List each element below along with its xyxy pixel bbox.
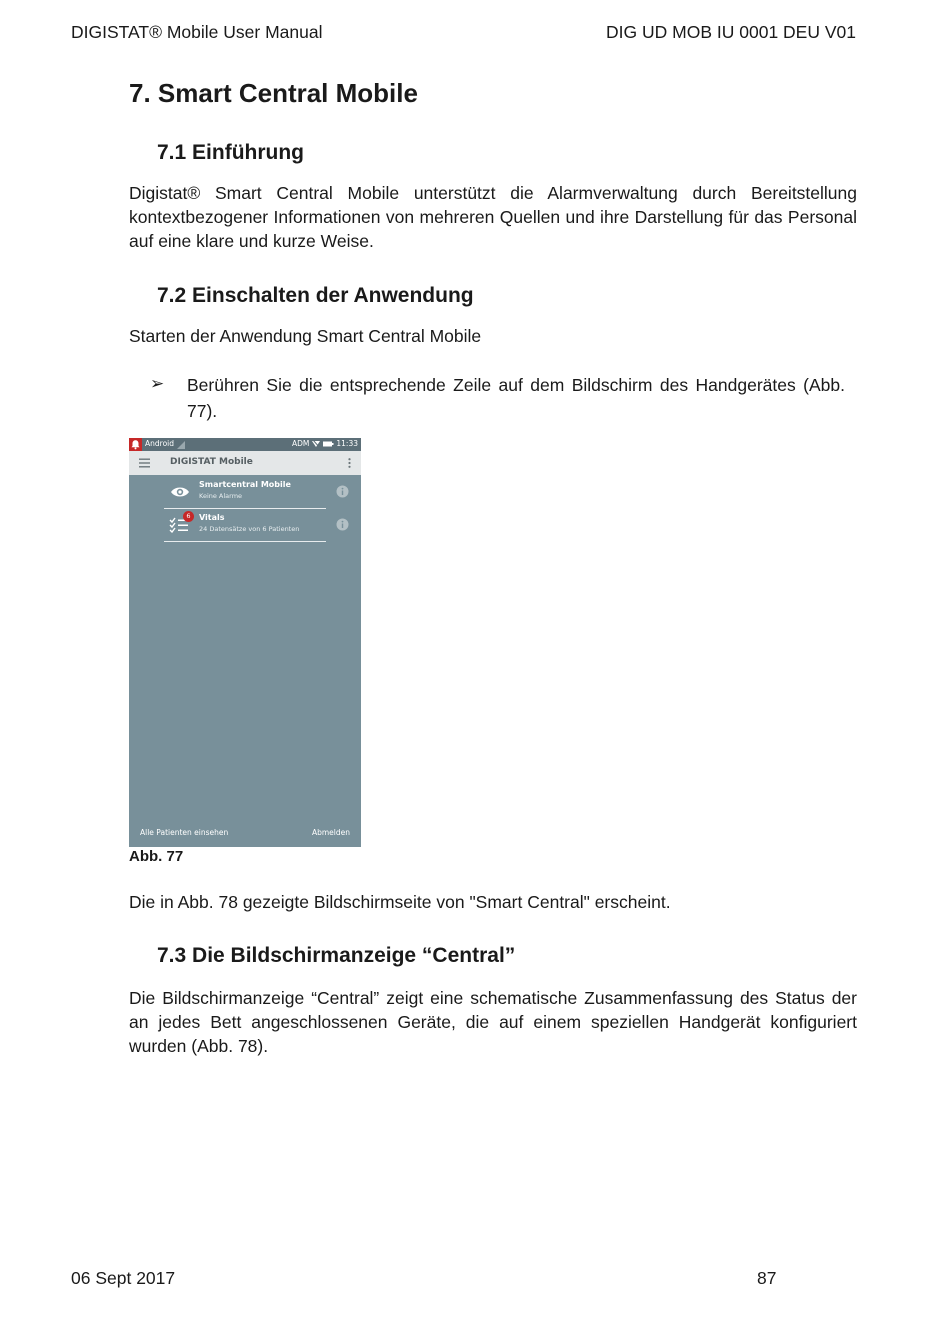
bullet-arrow-icon: ➢	[150, 374, 165, 393]
status-bar-label: Android	[145, 439, 174, 448]
section-7-3-body: Die Bildschirmanzeige “Central” zeigt eine schematische Zusammenfassung des Status der an jedes Bett angeschlossenen Geräte, die auf einem speziellen Handgerät konfiguriert wurden (Abb. 78).	[129, 988, 857, 1056]
section-7-2-bullet: Berühren Sie die entsprechende Zeile auf dem Bildschirm des Handgerätes (Abb. 77).	[187, 375, 845, 421]
footer-date: 06 Sept 2017	[71, 1268, 176, 1288]
status-bar-time: 11:33	[336, 439, 358, 448]
list-item-subtitle: Keine Alarme	[199, 492, 243, 500]
overflow-menu-icon[interactable]	[348, 458, 351, 468]
list-item-title: Vitals	[199, 513, 225, 522]
hamburger-menu-icon[interactable]	[139, 458, 150, 468]
figure-phone-screenshot	[129, 438, 361, 847]
figure-caption: Abb. 77	[129, 848, 184, 865]
section-7-3-heading: 7.3 Die Bildschirmanzeige “Central”	[157, 944, 516, 967]
list-item-title: Smartcentral Mobile	[199, 480, 291, 489]
section-7-1-body: Digistat® Smart Central Mobile unterstützt die Alarmverwaltung durch Bereitstellung kontextbezogener Informationen von mehreren Quellen und ihre Darstellung für das Personal auf eine klare und kurze Weise.	[129, 183, 857, 251]
after-figure-text: Die in Abb. 78 gezeigte Bildschirmseite von "Smart Central" erscheint.	[129, 892, 671, 912]
list-item-subtitle: 24 Datensätze von 6 Patienten	[199, 525, 300, 533]
status-bar-adm: ADM	[292, 439, 310, 448]
app-bar-title: DIGISTAT Mobile	[170, 457, 253, 467]
list-item-smartcentral[interactable]	[164, 476, 326, 509]
section-7-1-heading: 7.1 Einführung	[157, 141, 304, 164]
section-7-2-intro: Starten der Anwendung Smart Central Mobile	[129, 326, 482, 346]
view-all-patients-button[interactable]: Alle Patienten einsehen	[140, 828, 229, 837]
info-icon[interactable]	[336, 485, 349, 498]
header-document-id: DIG UD MOB IU 0001 DEU V01	[606, 22, 856, 42]
logout-button[interactable]: Abmelden	[311, 828, 350, 837]
info-icon[interactable]	[336, 518, 349, 531]
header-manual-title: DIGISTAT® Mobile User Manual	[71, 22, 323, 42]
section-7-2-heading: 7.2 Einschalten der Anwendung	[157, 284, 474, 307]
page-number: 87	[757, 1268, 777, 1288]
status-bar	[129, 438, 361, 451]
app-bar	[129, 451, 361, 475]
signal-icon	[177, 441, 185, 449]
eye-icon	[169, 484, 191, 500]
alarm-bell-icon	[129, 438, 142, 451]
vitals-count-badge: 6	[183, 511, 194, 522]
wifi-battery-icon	[312, 440, 334, 448]
section-7-heading: 7. Smart Central Mobile	[129, 78, 418, 108]
